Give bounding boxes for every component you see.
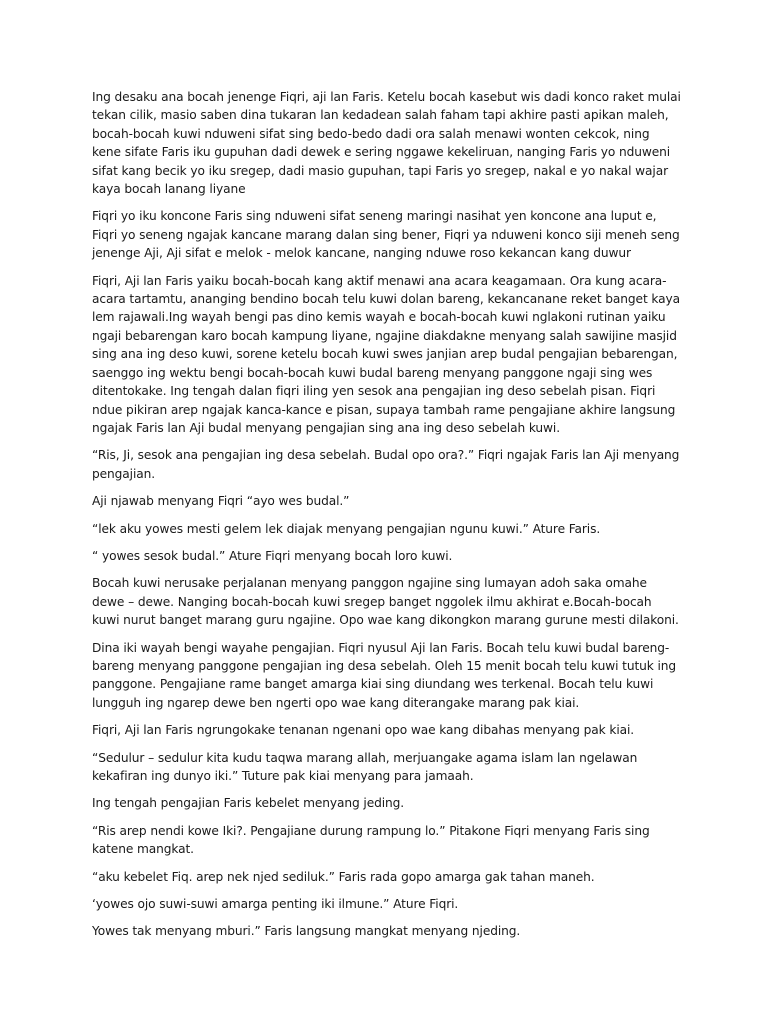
paragraph: “lek aku yowes mesti gelem lek diajak menyang pengajian ngunu kuwi.” Ature Faris. [92,521,601,536]
paragraph: Ing tengah pengajian Faris kebelet menyang jeding. [92,796,405,811]
paragraph: Dina iki wayah bengi wayahe pengajian. Fiqri nyusul Aji lan Faris. Bocah telu kuwi budal bareng-bareng menyang panggone pengajian ing desa sebelah. Oleh 15 menit bocah telu kuwi tutuk ing panggone. Pengajiane rame banget amarga kiai sing diundang wes terkenal. Bocah telu kuwi lungguh ing ngarep dewe ben ngerti opo wae kang diterangake marang pak kiai. [92,640,677,710]
paragraph: Aji njawab menyang Fiqri “ayo wes budal.” [92,494,350,509]
paragraph: ‘yowes ojo suwi-suwi amarga penting iki ilmune.” Ature Fiqri. [92,897,459,912]
paragraph: Bocah kuwi nerusake perjalanan menyang panggon ngajine sing lumayan adoh saka omahe dewe – dewe. Nanging bocah-bocah kuwi sregep banget nggolek ilmu akhirat e.Bocah-bocah kuwi nurut banget marang guru ngajine. Opo wae kang dikongkon marang gurune mesti dilakoni. [92,576,679,628]
paragraph: Fiqri, Aji lan Faris ngrungokake tenanan ngenani opo wae kang dibahas menyang pak kiai. [92,723,635,738]
paragraph: “ yowes sesok budal.” Ature Fiqri menyang bocah loro kuwi. [92,548,453,563]
paragraph: Yowes tak menyang mburi.” Faris langsung mangkat menyang njeding. [92,924,521,939]
paragraph: “Ris arep nendi kowe Iki?. Pengajiane durung rampung lo.” Pitakone Fiqri menyang Faris sing katene mangkat. [92,823,650,857]
paragraph: Ing desaku ana bocah jenenge Fiqri, aji lan Faris. Ketelu bocah kasebut wis dadi konco raket mulai tekan cilik, masio saben dina tukaran lan kedadean salah faham tapi akhire pasti apikan maleh, bocah-bocah kuwi nduweni sifat sing bedo-bedo dadi ora salah menawi wonten cekcok, ning kene sifate Faris iku gupuhan dadi dewek e sering nggawe kekeliruan, nanging Faris yo nduweni sifat kang becik yo iku sregep, dadi masio gupuhan, tapi Faris yo sregep, nakal e yo nakal wajar kaya bocah lanang liyane [92,90,681,197]
paragraph: Fiqri, Aji lan Faris yaiku bocah-bocah kang aktif menawi ana acara keagamaan. Ora kung acara-acara tartamtu, ananging bendino bocah telu kuwi dolan bareng, kekancanane reket banget kaya lem rajawali.Ing wayah bengi pas dino kemis wayah e bocah-bocah kuwi nglakoni rutinan yaiku ngaji bebarengan karo bocah kampung liyane, ngajine diakdakne menyang salah sawijine masjid sing ana ing deso kuwi, sorene ketelu bocah kuwi swes janjian arep budal pengajian bebarengan, saenggo ing wektu bengi bocah-bocah kuwi budal bareng menyang panggone ngaji sing wes ditentokake. Ing tengah dalan fiqri iling yen sesok ana pengajian ing deso sebelah pisan. Fiqri ndue pikiran arep ngajak kanca-kance e pisan, supaya tambah rame pengajiane akhire langsung ngajak Faris lan Aji budal menyang pengajian sing ana ing deso sebelah kuwi. [92,273,680,435]
paragraph: Fiqri yo iku koncone Faris sing nduweni sifat seneng maringi nasihat yen koncone ana luput e, Fiqri yo seneng ngajak kancane marang dalan sing bener, Fiqri ya nduweni konco siji meneh seng jenenge Aji, Aji sifat e melok - melok kancane, nanging nduwe roso kekancan kang duwur [92,209,680,261]
paragraph: “Sedulur – sedulur kita kudu taqwa marang allah, merjuangake agama islam lan ngelawan kekafiran ing dunyo iki.” Tuture pak kiai menyang para jamaah. [92,750,638,783]
paragraph: “aku kebelet Fiq. arep nek njed sediluk.” Faris rada gopo amarga gak tahan maneh. [92,869,595,884]
paragraph: “Ris, Ji, sesok ana pengajian ing desa sebelah. Budal opo ora?.” Fiqri ngajak Faris lan Aji menyang pengajian. [92,448,680,481]
document-body [92,88,682,950]
